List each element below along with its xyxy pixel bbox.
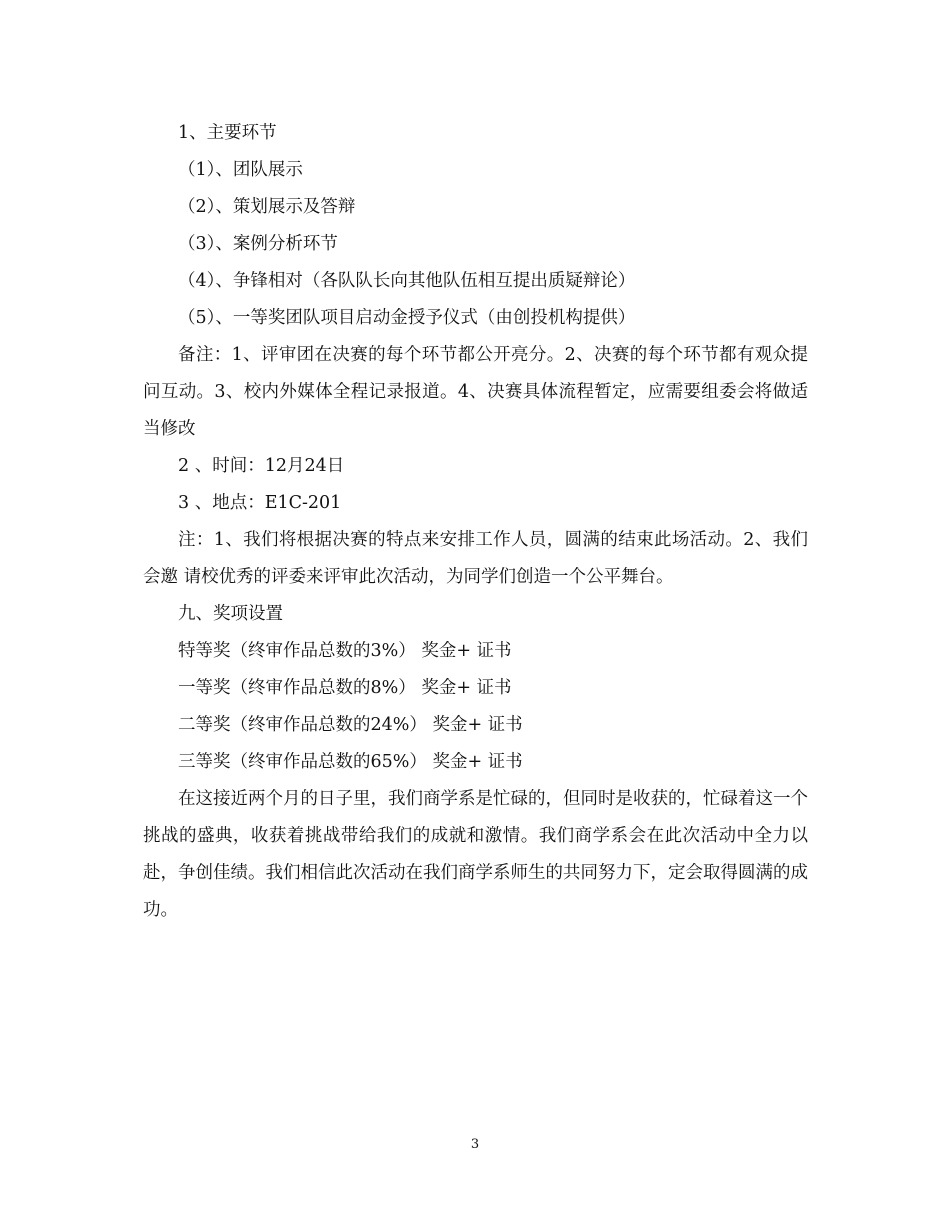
award-third-prize: 三等奖（终审作品总数的65%） 奖金+ 证书 xyxy=(178,752,523,772)
time-line: 2 、时间：12月24日 xyxy=(178,456,345,476)
list-item-plan-defense: （2）、策划展示及答辩 xyxy=(178,197,356,217)
note-paragraph-staff: 注：1、我们将根据决赛的特点来安排工作人员，圆满的结束此场活动。2、我们会邀 请校优秀的评委来评审此次活动，为同学们创造一个公平舞台。 xyxy=(143,530,808,587)
note-paragraph-remarks: 备注：1、评审团在决赛的每个环节都公开亮分。2、决赛的每个环节都有观众提问互动。3、校内外媒体全程记录报道。4、决赛具体流程暂定，应需要组委会将做适当修改 xyxy=(143,345,808,439)
award-special-prize: 特等奖（终审作品总数的3%） 奖金+ 证书 xyxy=(178,641,512,661)
section-heading-awards: 九、奖项设置 xyxy=(178,604,283,624)
list-item-case-analysis: （3）、案例分析环节 xyxy=(178,234,338,254)
location-line: 3 、地点：E1C-201 xyxy=(178,493,342,513)
award-first-prize: 一等奖（终审作品总数的8%） 奖金+ 证书 xyxy=(178,678,512,698)
document-body xyxy=(143,115,808,929)
award-second-prize: 二等奖（终审作品总数的24%） 奖金+ 证书 xyxy=(178,715,523,735)
list-item-team-showcase: （1）、团队展示 xyxy=(178,160,303,180)
closing-paragraph: 在这接近两个月的日子里，我们商学系是忙碌的，但同时是收获的，忙碌着这一个挑战的盛典，收获着挑战带给我们的成就和激情。我们商学系会在此次活动中全力以赴，争创佳绩。我们相信此次活动在我们商学系师生的共同努力下，定会取得圆满的成功。 xyxy=(143,789,808,920)
section-heading-main-steps: 1、主要环节 xyxy=(178,123,277,143)
list-item-funding-ceremony: （5）、一等奖团队项目启动金授予仪式（由创投机构提供） xyxy=(178,308,636,328)
page-number: 3 xyxy=(470,1137,480,1152)
list-item-debate: （4）、争锋相对（各队队长向其他队伍相互提出质疑辩论） xyxy=(178,271,636,291)
